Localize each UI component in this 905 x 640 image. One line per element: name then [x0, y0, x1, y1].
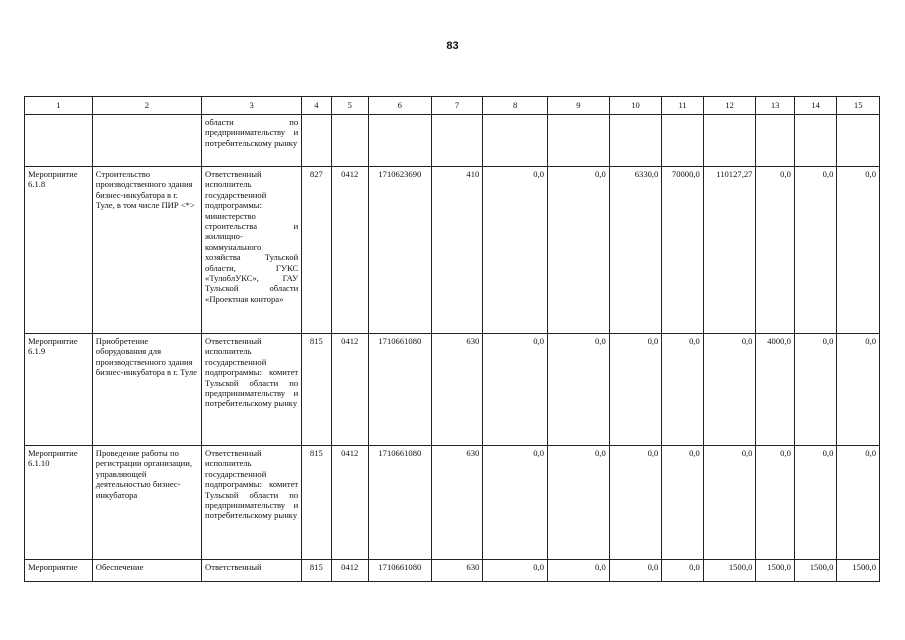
cell-col-13 [756, 115, 794, 167]
cell-col-15 [837, 115, 880, 167]
cell-col-13: 0,0 [756, 167, 794, 334]
cell-col-14: 0,0 [794, 167, 836, 334]
cell-col-12 [703, 115, 756, 167]
cell-col-8 [483, 115, 548, 167]
cell-col-7: 410 [431, 167, 483, 334]
cell-event-id: Мероприятие 6.1.9 [25, 334, 93, 446]
cell-col-10: 6330,0 [609, 167, 662, 334]
cell-col-6: 1710661080 [368, 334, 431, 446]
header-cell: 10 [609, 97, 662, 115]
cell-executor: Ответственный исполнитель государственной подпрограммы: комитет Тульской области по предпринимательству и потребительскому рынку [202, 334, 302, 446]
cell-col-6: 1710661080 [368, 446, 431, 560]
header-row [25, 97, 880, 115]
cell-executor: Ответственный исполнитель государственной подпрограммы: министерство строительства и жилищно-коммунального хозяйства Тульской области, ГУКС «ТулоблУКС», ГАУ Тульской области «Проектная контора» [202, 167, 302, 334]
header-cell: 3 [202, 97, 302, 115]
header-cell: 15 [837, 97, 880, 115]
header-cell: 9 [548, 97, 610, 115]
cell-col-10: 0,0 [609, 334, 662, 446]
cell-col-15: 0,0 [837, 167, 880, 334]
header-cell: 1 [25, 97, 93, 115]
cell-event-id: Мероприятие [25, 560, 93, 582]
cell-col-10: 0,0 [609, 446, 662, 560]
cell-col-14 [794, 115, 836, 167]
header-cell: 7 [431, 97, 483, 115]
cell-col-5: 0412 [331, 167, 368, 334]
cell-col-7 [431, 115, 483, 167]
cell-event-name: Приобретение оборудования для производственного здания бизнес-инкубатора в г. Туле [92, 334, 201, 446]
cell-executor: Ответственный [202, 560, 302, 582]
cell-col-15: 0,0 [837, 446, 880, 560]
cell-col-8: 0,0 [483, 167, 548, 334]
cell-col-13: 0,0 [756, 446, 794, 560]
cell-event-name: Проведение работы по регистрации организации, управляющей деятельностью бизнес-инкубатора [92, 446, 201, 560]
table-row [25, 446, 880, 560]
cell-col-5: 0412 [331, 334, 368, 446]
table-row [25, 560, 880, 582]
header-cell: 2 [92, 97, 201, 115]
cell-event-name: Обеспечение [92, 560, 201, 582]
cell-col-14: 1500,0 [794, 560, 836, 582]
header-cell: 14 [794, 97, 836, 115]
cell-col-4: 815 [302, 560, 331, 582]
cell-col-6: 1710623690 [368, 167, 431, 334]
page-number: 83 [446, 40, 459, 52]
cell-col-14: 0,0 [794, 334, 836, 446]
cell-col-9: 0,0 [548, 560, 610, 582]
cell-col-8: 0,0 [483, 334, 548, 446]
cell-col-9: 0,0 [548, 446, 610, 560]
table-row [25, 115, 880, 167]
cell-col-10: 0,0 [609, 560, 662, 582]
header-cell: 8 [483, 97, 548, 115]
cell-col-10 [609, 115, 662, 167]
cell-col-13: 1500,0 [756, 560, 794, 582]
header-cell: 5 [331, 97, 368, 115]
header-cell: 13 [756, 97, 794, 115]
cell-col-6: 1710661080 [368, 560, 431, 582]
cell-col-6 [368, 115, 431, 167]
cell-col-13: 4000,0 [756, 334, 794, 446]
cell-col-8: 0,0 [483, 446, 548, 560]
header-cell: 11 [662, 97, 703, 115]
cell-event-id: Мероприятие 6.1.10 [25, 446, 93, 560]
cell-col-15: 1500,0 [837, 560, 880, 582]
cell-col-12: 1500,0 [703, 560, 756, 582]
cell-col-9: 0,0 [548, 167, 610, 334]
cell-event-id: Мероприятие 6.1.8 [25, 167, 93, 334]
cell-col-11 [662, 115, 703, 167]
cell-col-11: 0,0 [662, 334, 703, 446]
cell-col-9: 0,0 [548, 334, 610, 446]
cell-event-id [25, 115, 93, 167]
cell-col-9 [548, 115, 610, 167]
cell-col-12: 0,0 [703, 446, 756, 560]
cell-col-4 [302, 115, 331, 167]
cell-col-4: 815 [302, 334, 331, 446]
table-row [25, 167, 880, 334]
cell-col-5: 0412 [331, 560, 368, 582]
cell-event-name [92, 115, 201, 167]
cell-col-14: 0,0 [794, 446, 836, 560]
cell-col-8: 0,0 [483, 560, 548, 582]
table-row [25, 334, 880, 446]
budget-table [24, 96, 880, 582]
cell-event-name: Строительство производственного здания бизнес-инкубатора в г. Туле, в том числе ПИР <*> [92, 167, 201, 334]
cell-col-7: 630 [431, 334, 483, 446]
cell-col-11: 0,0 [662, 446, 703, 560]
cell-col-5: 0412 [331, 446, 368, 560]
cell-executor: области по предпринимательству и потребительскому рынку [202, 115, 302, 167]
cell-col-7: 630 [431, 446, 483, 560]
header-cell: 6 [368, 97, 431, 115]
cell-col-12: 0,0 [703, 334, 756, 446]
cell-col-12: 110127,27 [703, 167, 756, 334]
cell-col-5 [331, 115, 368, 167]
header-cell: 4 [302, 97, 331, 115]
cell-col-4: 815 [302, 446, 331, 560]
cell-col-7: 630 [431, 560, 483, 582]
cell-col-4: 827 [302, 167, 331, 334]
cell-col-11: 70000,0 [662, 167, 703, 334]
header-cell: 12 [703, 97, 756, 115]
cell-executor: Ответственный исполнитель государственной подпрограммы: комитет Тульской области по предпринимательству и потребительскому рынку [202, 446, 302, 560]
cell-col-11: 0,0 [662, 560, 703, 582]
cell-col-15: 0,0 [837, 334, 880, 446]
